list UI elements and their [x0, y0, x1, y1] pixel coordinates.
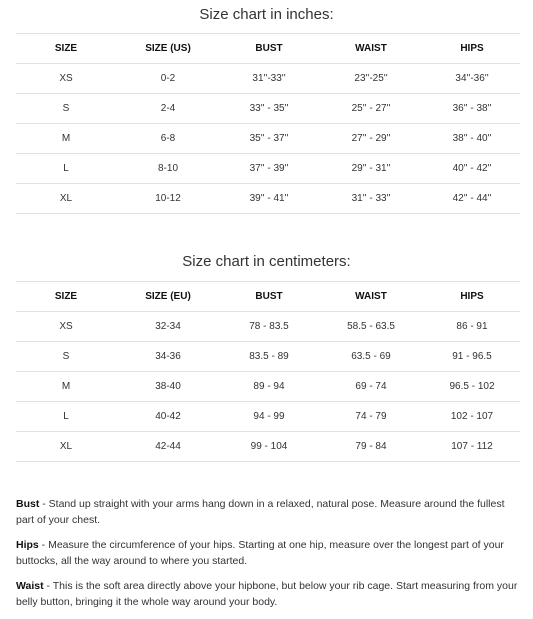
size-cell: S — [16, 94, 116, 124]
size-cell: XL — [16, 184, 116, 214]
size-eu-cell: 40-42 — [116, 402, 220, 432]
table-header-row — [16, 282, 520, 312]
size-eu-cell: 32-34 — [116, 312, 220, 342]
column-header-bust: BUST — [220, 34, 318, 64]
size-cell: L — [16, 154, 116, 184]
waist-cell: 79 - 84 — [318, 432, 424, 462]
bust-cell: 99 - 104 — [220, 432, 318, 462]
note-term-waist: Waist — [16, 580, 44, 592]
inches-chart-title: Size chart in inches: — [199, 6, 334, 23]
table-row — [16, 402, 520, 432]
bust-cell: 33'' - 35'' — [220, 94, 318, 124]
table-row — [16, 154, 520, 184]
note-text-hips: - Measure the circumference of your hips. Starting at one hip, measure over the longest part of your buttocks, all the way around to where you started. — [16, 539, 504, 567]
centimeters-size-table — [16, 281, 520, 462]
size-eu-cell: 34-36 — [116, 342, 220, 372]
hips-cell: 40'' - 42'' — [424, 154, 520, 184]
waist-note — [16, 578, 521, 610]
bust-note — [16, 496, 521, 528]
column-header-size-us: SIZE (US) — [116, 34, 220, 64]
size-cell: XS — [16, 312, 116, 342]
note-text-bust: - Stand up straight with your arms hang down in a relaxed, natural pose. Measure around the fullest part of your chest. — [16, 498, 505, 526]
waist-cell: 69 - 74 — [318, 372, 424, 402]
column-header-size-eu: SIZE (EU) — [116, 282, 220, 312]
column-header-waist: WAIST — [318, 282, 424, 312]
size-us-cell: 2-4 — [116, 94, 220, 124]
waist-cell: 29'' - 31'' — [318, 154, 424, 184]
waist-cell: 27'' - 29'' — [318, 124, 424, 154]
hips-cell: 107 - 112 — [424, 432, 520, 462]
hips-cell: 36'' - 38'' — [424, 94, 520, 124]
bust-cell: 89 - 94 — [220, 372, 318, 402]
table-row — [16, 342, 520, 372]
waist-cell: 25'' - 27'' — [318, 94, 424, 124]
centimeters-chart-title: Size chart in centimeters: — [182, 253, 351, 270]
bust-cell: 37'' - 39'' — [220, 154, 318, 184]
waist-cell: 58.5 - 63.5 — [318, 312, 424, 342]
size-cell: XS — [16, 64, 116, 94]
hips-cell: 34''-36'' — [424, 64, 520, 94]
table-row — [16, 124, 520, 154]
hips-cell: 86 - 91 — [424, 312, 520, 342]
hips-cell: 102 - 107 — [424, 402, 520, 432]
hips-note — [16, 537, 521, 569]
size-us-cell: 8-10 — [116, 154, 220, 184]
table-row — [16, 372, 520, 402]
column-header-size: SIZE — [16, 34, 116, 64]
note-term-hips: Hips — [16, 539, 39, 551]
column-header-hips: HIPS — [424, 282, 520, 312]
bust-cell: 94 - 99 — [220, 402, 318, 432]
size-cell: XL — [16, 432, 116, 462]
table-row — [16, 184, 520, 214]
size-cell: L — [16, 402, 116, 432]
bust-cell: 83.5 - 89 — [220, 342, 318, 372]
size-cell: S — [16, 342, 116, 372]
size-us-cell: 10-12 — [116, 184, 220, 214]
bust-cell: 31''-33'' — [220, 64, 318, 94]
size-cell: M — [16, 124, 116, 154]
column-header-bust: BUST — [220, 282, 318, 312]
table-row — [16, 94, 520, 124]
column-header-size: SIZE — [16, 282, 116, 312]
size-eu-cell: 42-44 — [116, 432, 220, 462]
size-cell: M — [16, 372, 116, 402]
bust-cell: 78 - 83.5 — [220, 312, 318, 342]
size-eu-cell: 38-40 — [116, 372, 220, 402]
waist-cell: 31'' - 33'' — [318, 184, 424, 214]
table-row — [16, 432, 520, 462]
hips-cell: 91 - 96.5 — [424, 342, 520, 372]
table-row — [16, 312, 520, 342]
column-header-hips: HIPS — [424, 34, 520, 64]
waist-cell: 63.5 - 69 — [318, 342, 424, 372]
size-us-cell: 6-8 — [116, 124, 220, 154]
hips-cell: 42'' - 44'' — [424, 184, 520, 214]
waist-cell: 74 - 79 — [318, 402, 424, 432]
hips-cell: 96.5 - 102 — [424, 372, 520, 402]
note-term-bust: Bust — [16, 498, 40, 510]
measurement-notes — [16, 496, 521, 619]
bust-cell: 39'' - 41'' — [220, 184, 318, 214]
inches-size-table — [16, 33, 520, 214]
table-header-row — [16, 34, 520, 64]
hips-cell: 38'' - 40'' — [424, 124, 520, 154]
bust-cell: 35'' - 37'' — [220, 124, 318, 154]
column-header-waist: WAIST — [318, 34, 424, 64]
table-row — [16, 64, 520, 94]
size-us-cell: 0-2 — [116, 64, 220, 94]
note-text-waist: - This is the soft area directly above your hipbone, but below your rib cage. Start measuring from your belly button, bringing it the whole way around your body. — [16, 580, 518, 608]
waist-cell: 23''-25'' — [318, 64, 424, 94]
